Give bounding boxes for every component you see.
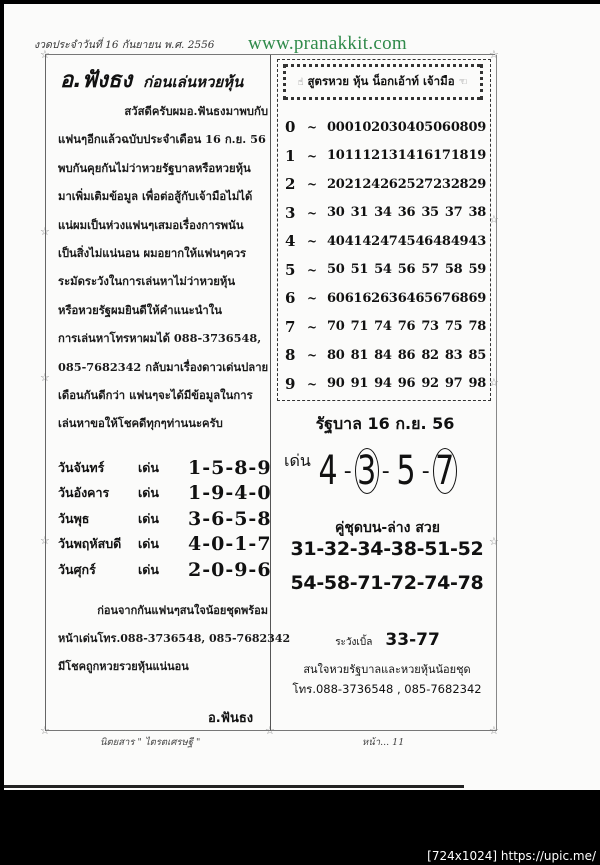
pair: 02 (362, 119, 380, 135)
pair: 74 (374, 319, 392, 335)
hand-pointer-icon: ☜ (458, 76, 468, 88)
star-icon: ☆ (489, 724, 499, 737)
pair: 08 (450, 119, 469, 135)
row-dash: ~ (307, 376, 318, 391)
star-icon: ☆ (489, 376, 499, 389)
day-name: วันจันทร์ (58, 459, 105, 475)
pair: 91 (350, 376, 369, 392)
day-row-monday (58, 455, 273, 481)
row-dash: ~ (307, 120, 318, 135)
row-numbers (327, 262, 488, 277)
pair: 69 (468, 290, 486, 306)
row-dash: ~ (307, 348, 318, 363)
row-dash: ~ (307, 319, 318, 334)
pair: 54 (374, 262, 392, 278)
star-icon: ☆ (489, 213, 499, 226)
day-name: วันพฤหัสบดี (58, 536, 122, 552)
pair: 12 (362, 148, 380, 164)
separator: - (381, 458, 390, 484)
pair: 04 (397, 119, 416, 135)
pair: 47 (380, 233, 398, 249)
row-digit: 3 (285, 203, 296, 222)
author-name: อ.ฟังธง (60, 68, 133, 93)
pair: 27 (415, 176, 433, 192)
intro-line: พบกันคุยกันไม่ว่าหวยรัฐบาลหรือหวยหุ้น (58, 160, 251, 175)
formula-row (283, 284, 488, 313)
intro-line: แน่ผมเป็นห่วงแฟนๆเสมอเรื่องการพนัน (58, 217, 244, 232)
highlight-digit: 7 (435, 448, 455, 494)
pair: 46 (415, 233, 433, 249)
hand-pointer-icon: ☝ (297, 76, 304, 88)
pair: 18 (450, 148, 469, 164)
pair: 83 (444, 347, 463, 363)
pair: 19 (468, 148, 486, 164)
intro-line: การเล่นหาโทรหาผมได้ 088-3736548, (58, 331, 262, 346)
pair: 28 (450, 176, 469, 192)
row-numbers (327, 234, 488, 249)
day-numbers: 3-6-5-8 (188, 507, 272, 530)
pair: 30 (327, 205, 345, 221)
row-dash: ~ (307, 177, 318, 192)
formula-row (283, 199, 488, 228)
double-caution (290, 630, 485, 650)
pair: 85 (468, 347, 486, 363)
pair: 84 (374, 347, 392, 363)
star-icon: ☆ (40, 371, 50, 384)
intro-line: แฟนๆอีกแล้วฉบับประจำเดือน 16 ก.ย. 56 (58, 132, 266, 147)
pair: 96 (397, 376, 416, 392)
outro-line: มีโชคถูกหวยรวยหุ้นแน่นอน (58, 660, 189, 673)
pair: 65 (415, 290, 433, 306)
play-label: เด่น (138, 459, 159, 475)
pair: 37 (444, 205, 463, 221)
pair: 78 (468, 319, 486, 335)
separator: - (421, 458, 430, 484)
pair: 35 (421, 205, 439, 221)
intro-line: เดือนกันดีกว่า แฟนๆจะได้มีข้อมูลในการ (58, 387, 253, 402)
day-name: วันพุธ (58, 510, 90, 526)
play-label: เด่น (138, 485, 159, 501)
formula-row (283, 256, 488, 285)
issue-date: งวดประจำวันที่ 16 กันยายน พ.ศ. 2556 (34, 39, 215, 51)
pair: 80 (327, 347, 345, 363)
row-digit: 8 (285, 346, 296, 365)
pairs-title: คู่ชุดบน-ล่าง สวย (335, 520, 440, 536)
pair: 51 (350, 262, 369, 278)
highlight-digit: 3 (357, 448, 377, 494)
row-digit: 5 (285, 260, 296, 279)
star-icon: ☆ (489, 48, 499, 61)
pair: 90 (327, 376, 345, 392)
pair: 24 (362, 176, 380, 192)
pair: 49 (450, 233, 469, 249)
day-name: วันศุกร์ (58, 561, 96, 577)
pair: 94 (374, 376, 392, 392)
intro-paragraph (58, 97, 268, 438)
pair: 29 (468, 176, 486, 192)
row-digit: 7 (285, 317, 296, 336)
pair: 82 (421, 347, 439, 363)
pair: 34 (374, 205, 392, 221)
pair: 26 (380, 176, 398, 192)
row-digit: 4 (285, 232, 296, 251)
pair: 71 (350, 319, 369, 335)
pair: 61 (344, 290, 363, 306)
pair: 75 (444, 319, 463, 335)
day-numbers: 4-0-1-7 (188, 533, 272, 556)
star-icon: ☆ (489, 535, 499, 548)
pair: 38 (468, 205, 486, 221)
pair: 48 (433, 233, 451, 249)
row-digit: 2 (285, 175, 296, 194)
pair: 60 (327, 290, 345, 306)
intro-line: หรือหวยรัฐผมยินดีให้คำแนะนำใน (58, 302, 222, 317)
pair: 73 (421, 319, 439, 335)
image-watermark: [724x1024] https://upic.me/ (427, 849, 596, 863)
pair: 21 (344, 176, 363, 192)
contact-phone: โทร.088-3736548 , 085-7682342 (292, 682, 482, 696)
pair: 43 (468, 233, 486, 249)
row-digit: 9 (285, 374, 296, 393)
pair: 76 (397, 319, 416, 335)
day-row-thursday (58, 532, 273, 558)
intro-line: มาเพิ่มเติมข้อมูล เพื่อต่อสู้กับเจ้ามือไม่ได้ (58, 189, 253, 204)
formula-row (283, 227, 488, 256)
daily-picks (58, 455, 273, 583)
pair: 01 (344, 119, 363, 135)
contact-note: สนใจหวยรัฐบาลและหวยหุ้นน้อยชุด (303, 663, 471, 676)
pair: 63 (380, 290, 398, 306)
pair: 05 (415, 119, 433, 135)
column-title (60, 62, 243, 97)
star-icon: ☆ (40, 48, 50, 61)
pair: 23 (433, 176, 451, 192)
outro-line: หน้าเด่นโทร.088-3736548, 085-7682342 (58, 632, 291, 645)
circled-digit (355, 448, 379, 494)
day-numbers: 1-5-8-9 (188, 456, 272, 479)
formula-row (283, 341, 488, 370)
intro-line: เป็นสิ่งไม่แน่นอน ผมอยากให้แฟนๆควร (58, 245, 247, 260)
page-edge-shadow (4, 785, 464, 788)
pairs-line: 54-58-71-72-74-78 (290, 572, 484, 594)
formula-row (283, 370, 488, 399)
pair: 57 (421, 262, 439, 278)
pair: 09 (468, 119, 486, 135)
row-numbers (327, 319, 488, 334)
outro-paragraph (58, 597, 291, 681)
pair: 41 (344, 233, 363, 249)
highlight-digit: 4 (318, 448, 338, 494)
row-dash: ~ (307, 205, 318, 220)
play-label: เด่น (284, 450, 311, 470)
highlight-digit: 5 (396, 448, 416, 494)
row-dash: ~ (307, 291, 318, 306)
pair: 16 (415, 148, 433, 164)
caution-value: 33-77 (385, 630, 440, 650)
row-dash: ~ (307, 234, 318, 249)
pair: 00 (327, 119, 345, 135)
formula-row (283, 170, 488, 199)
pair: 45 (397, 233, 416, 249)
row-numbers (327, 376, 488, 391)
pairs-line: 31-32-34-38-51-52 (290, 538, 484, 560)
pair: 17 (433, 148, 451, 164)
pair: 06 (433, 119, 451, 135)
row-digit: 0 (285, 118, 296, 137)
formula-table (283, 113, 488, 398)
row-numbers (327, 291, 488, 306)
pair: 59 (468, 262, 486, 278)
formula-row (283, 142, 488, 171)
separator: - (343, 458, 352, 484)
pair: 98 (468, 376, 486, 392)
row-digit: 1 (285, 146, 296, 165)
pair: 64 (397, 290, 416, 306)
intro-line: สวัสดีครับผมอ.ฟันธงมาพบกับ (124, 104, 268, 118)
pair: 58 (444, 262, 463, 278)
formula-row (283, 113, 488, 142)
pair: 70 (327, 319, 345, 335)
play-label: เด่น (138, 510, 159, 526)
row-numbers (327, 177, 488, 192)
row-numbers (327, 120, 488, 135)
pair: 14 (397, 148, 416, 164)
dotted-border (480, 64, 483, 100)
pair: 13 (380, 148, 398, 164)
magazine-name: นิตยสาร " ไตรตเศรษฐี " (100, 737, 201, 748)
pair: 97 (444, 376, 463, 392)
formula-row (283, 313, 488, 342)
pair: 86 (397, 347, 416, 363)
row-dash: ~ (307, 148, 318, 163)
intro-line: เล่นหาขอให้โชคดีทุกๆท่านนะครับ (58, 416, 223, 431)
caution-label: ระวังเบิ้ล (335, 637, 373, 648)
pair: 40 (327, 233, 345, 249)
pair: 50 (327, 262, 345, 278)
formula-title: สูตรหวย หุ้น น็อกเอ้าท์ เจ้ามือ (307, 74, 455, 88)
pair: 67 (433, 290, 451, 306)
formula-title-bar (285, 64, 480, 100)
day-row-tuesday (58, 481, 273, 507)
government-lottery-title: รัฐบาล 16 ก.ย. 56 (315, 414, 455, 433)
pair: 03 (380, 119, 398, 135)
page-number: หน้า... 11 (362, 737, 405, 748)
pair: 20 (327, 176, 345, 192)
day-row-wednesday (58, 506, 273, 532)
row-numbers (327, 148, 488, 163)
author-signature: อ.ฟันธง (208, 711, 254, 726)
pair: 10 (327, 148, 345, 164)
row-dash: ~ (307, 262, 318, 277)
pair: 62 (362, 290, 380, 306)
star-icon: ☆ (265, 724, 275, 737)
intro-line: 085-7682342 กลับมาเรื่องดาวเด่นปลาย (58, 359, 268, 374)
pair: 42 (362, 233, 380, 249)
pair: 81 (350, 347, 369, 363)
star-icon: ☆ (40, 724, 50, 737)
dotted-border (283, 64, 286, 100)
pair: 36 (397, 205, 416, 221)
intro-line: ระมัดระวังในการเล่นหาไม่ว่าหวยหุ้น (58, 274, 236, 289)
pair: 68 (450, 290, 469, 306)
row-digit: 6 (285, 289, 296, 308)
circled-digit (433, 448, 457, 494)
star-icon: ☆ (40, 534, 50, 547)
row-numbers (327, 348, 488, 363)
day-row-friday (58, 557, 273, 583)
website-url: www.pranakkit.com (248, 33, 407, 54)
pair: 31 (350, 205, 369, 221)
pair: 25 (397, 176, 416, 192)
day-name: วันอังคาร (58, 485, 110, 501)
highlight-digits (284, 448, 457, 494)
pair: 56 (397, 262, 416, 278)
row-numbers (327, 205, 488, 220)
day-numbers: 2-0-9-6 (188, 558, 272, 581)
pair: 92 (421, 376, 439, 392)
column-subtitle: ก่อนเล่นหวยหุ้น (143, 73, 244, 91)
star-icon: ☆ (40, 225, 50, 238)
play-label: เด่น (138, 561, 159, 577)
pair: 11 (344, 148, 363, 164)
day-numbers: 1-9-4-0 (188, 482, 272, 505)
outro-line: ก่อนจากกันแฟนๆสนใจน้อยชุดพร้อม (97, 604, 268, 617)
play-label: เด่น (138, 536, 159, 552)
